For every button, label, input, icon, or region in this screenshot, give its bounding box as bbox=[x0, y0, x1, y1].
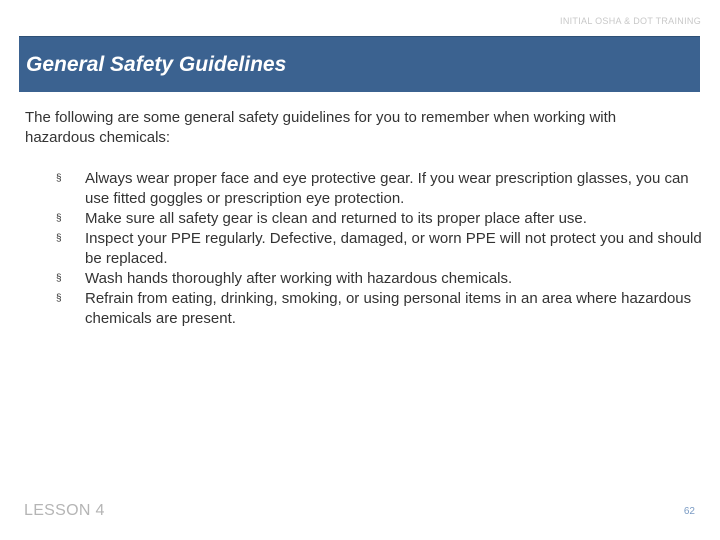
bullet-text: Make sure all safety gear is clean and returned to its proper place after use. bbox=[85, 210, 587, 227]
course-header-tag: INITIAL OSHA & DOT TRAINING bbox=[560, 16, 701, 26]
list-item bbox=[56, 289, 706, 329]
bullet-icon: § bbox=[56, 293, 62, 304]
bullet-text: Refrain from eating, drinking, smoking, or using personal items in an area where hazardous chemicals are present. bbox=[85, 290, 692, 327]
bullet-text: Inspect your PPE regularly. Defective, damaged, or worn PPE will not protect you and should be replaced. bbox=[85, 230, 702, 267]
page-number: 62 bbox=[683, 506, 695, 517]
guidelines-list bbox=[56, 169, 706, 329]
bullet-icon: § bbox=[56, 173, 62, 184]
bullet-icon: § bbox=[56, 233, 62, 244]
bullet-icon: § bbox=[56, 273, 62, 284]
bullet-text: Always wear proper face and eye protective gear. If you wear prescription glasses, you can use fitted goggles or prescription eye protection. bbox=[85, 170, 689, 207]
slide-title: General Safety Guidelines bbox=[26, 53, 287, 76]
list-item bbox=[56, 269, 706, 289]
list-item bbox=[56, 209, 706, 229]
intro-paragraph: The following are some general safety guidelines for you to remember when working with hazardous chemicals: bbox=[25, 109, 617, 146]
list-item bbox=[56, 229, 706, 269]
bullet-icon: § bbox=[56, 213, 62, 224]
list-item bbox=[56, 169, 706, 209]
title-bar bbox=[19, 36, 700, 92]
bullet-text: Wash hands thoroughly after working with hazardous chemicals. bbox=[85, 270, 513, 287]
lesson-label: LESSON 4 bbox=[24, 502, 105, 519]
